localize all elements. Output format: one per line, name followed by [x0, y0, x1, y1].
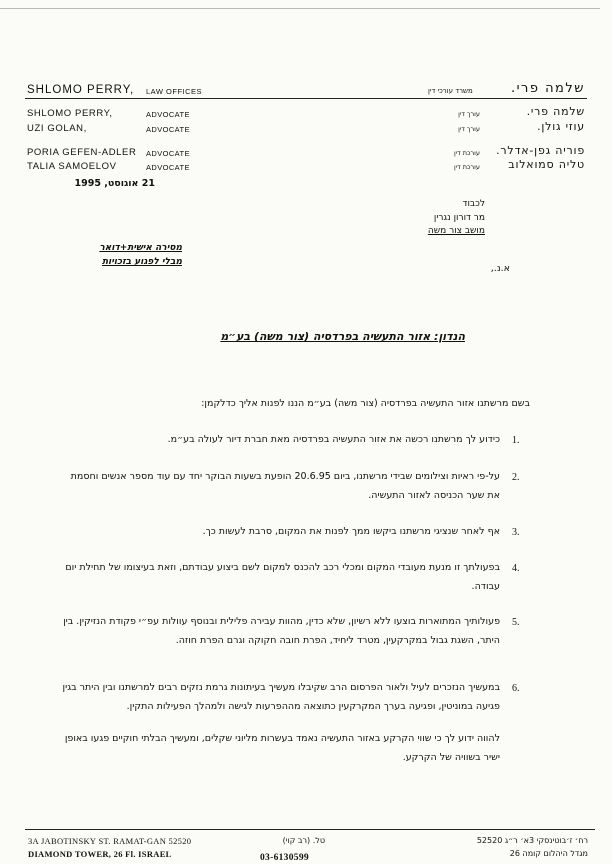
footer-tel-number: 03-6130599	[260, 853, 309, 863]
item-text: כידוע לך מרשתנו רכשה את אזור התעשיה בפרדסיה מאת חברת דיור לעולה בע״מ.	[167, 434, 500, 445]
letterhead-firm-en-sub: LAW OFFICES	[146, 87, 203, 96]
delivery-block	[40, 241, 182, 269]
item-number: 4.	[512, 563, 520, 574]
partner-en-title: ADVOCATE	[146, 110, 190, 119]
partner-he-name: שלמה פרי.	[526, 105, 585, 118]
item-text: בפעולתך זו מנעת מעובדי המקום ומכלי רכב להכנס למקום לשם ביצוע עבודתם, וזאת בעיצומו של תחילת יום עבודה.	[65, 562, 500, 592]
item-text: במעשיך הנזכרים לעיל ולאור הפרסום הרב שקיבלו מעשיך בעיתונות גרמת נזקים רבים למרשתנו ובין היתר בגין פגיעה במוניטין, ופגיעה בערך המקרקעין כתוצאה מההפרעות לגישה ולמהלך הפעילות התקין.	[62, 682, 500, 712]
partner-he-title: עורך דין	[458, 125, 480, 133]
partner-en-title: ADVOCATE	[146, 149, 190, 158]
partner-he-title: עורך דין	[458, 110, 480, 118]
partner-he-title: עורכת דין	[453, 163, 480, 171]
footer-address-he: מגדל היהלום קומה 26	[509, 849, 588, 858]
partner-he-name: עוזי גולן.	[537, 120, 585, 133]
letterhead-firm-he: שלמה פרי.	[510, 81, 585, 96]
item-number: 6.	[512, 683, 520, 694]
partner-he-name: טליה סמואלוב	[508, 158, 585, 171]
partner-en-title: ADVOCATE	[146, 163, 190, 172]
intro-paragraph: בשם מרשתנו אזור התעשיה בפרדסיה (צור משה) בע״מ הננו לפנות אליך כדלקמן:	[201, 398, 530, 409]
letterhead-firm-he-sub: משרד עורכי דין	[428, 87, 473, 95]
item-number: 3.	[512, 527, 520, 538]
partner-en-name: TALIA SAMOELOV	[27, 161, 117, 172]
salutation: א.נ.,	[490, 263, 510, 274]
partner-en-title: ADVOCATE	[146, 125, 190, 134]
footer-address-en: 3A JABOTINSKY ST. RAMAT-GAN 52520	[28, 836, 192, 846]
partner-en-name: SHLOMO PERRY,	[27, 108, 113, 119]
item-text: פעולותיך המתוארות בוצעו ללא רשיון, שלא כדין, מהוות עבירה פלילית ובנוסף עוולות עפ״י פקודת הנזיקין. בין היתר, השגת גבול במקרקעין, מטרד ליחיד, הפרת חובה חקוקה וגרם הפרת חוזה.	[63, 616, 500, 646]
item-number: 2.	[512, 472, 520, 483]
item-text: על-פי ראיות וצילומים שבידי מרשתנו, ביום 20.6.95 הופעת בשעות הבוקר יחד עם עוד מספר אנשים וחסמת את שער הכניסה לאזור התעשיה.	[70, 471, 500, 501]
recipient-line: מר דורון נגרין	[433, 212, 485, 223]
footer-address-he: רח׳ ז׳בוטינסקי 3א׳ ר״ג 52520	[476, 836, 588, 845]
footer-tel-label: טל. (רב קוי)	[282, 836, 325, 845]
item-number: 1.	[512, 435, 520, 446]
recipient-block	[380, 198, 485, 239]
scan-margin-mark	[597, 40, 607, 90]
partner-en-name: UZI GOLAN,	[27, 123, 87, 134]
partner-en-name: PORIA GEFEN-ADLER	[27, 147, 137, 158]
letterhead-rule	[25, 98, 587, 99]
delivery-line: מבלי לפגוע בזכויות	[102, 257, 182, 267]
subject-line: הנדון: אזור התעשיה בפרדסיה (צור משה) בע״מ	[220, 330, 465, 343]
recipient-line: לכבוד	[462, 199, 485, 209]
letterhead-firm-en: SHLOMO PERRY,	[27, 84, 135, 96]
recipient-line: מושב צור משה	[427, 226, 485, 236]
partner-he-title: עורכת דין	[453, 149, 480, 157]
footer-rule	[25, 829, 595, 830]
closing-paragraph: להווה ידוע לך כי שווי הקרקע באזור התעשיה נאמד בעשרות מליוני שקלים, ומעשיך הבלתי חוקיים פגעו באופן ישיר בשוויה של הקרקע.	[64, 733, 500, 763]
item-text: אף לאחר שנציגי מרשתנו ביקשו ממך לפנות את המקום, סרבת לעשות כך.	[202, 526, 500, 537]
delivery-line: מסירה אישית+דואר	[99, 243, 182, 253]
partner-he-name: פוריה גפן-אדלר.	[496, 144, 585, 157]
footer-address-en: DIAMOND TOWER, 26 Fl. ISRAEL	[28, 849, 172, 859]
letter-date: 21 אוגוסט, 1995	[74, 178, 155, 189]
item-number: 5.	[512, 617, 520, 628]
scan-edge-line	[0, 8, 600, 9]
